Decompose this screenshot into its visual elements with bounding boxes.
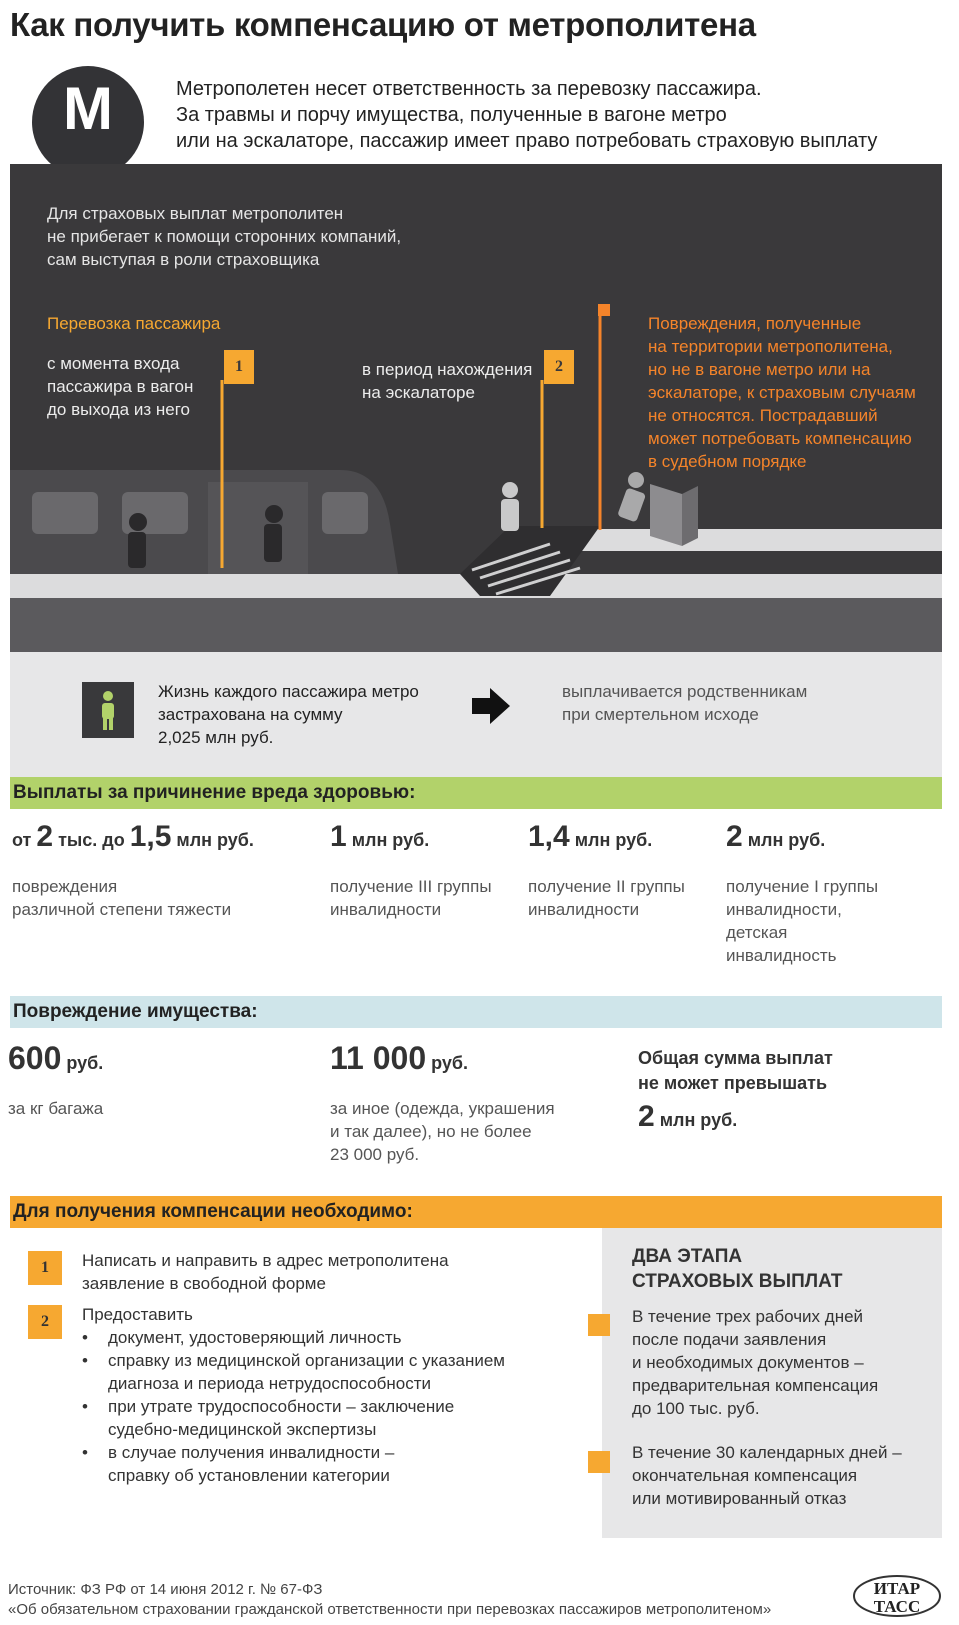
case-line: Повреждения, полученные [648, 314, 862, 333]
list-item: • при утрате трудоспособности – заключение судебно-медицинской экспертизы [82, 1395, 505, 1441]
intro-line: За травмы и порчу имущества, полученные в вагоне метро [176, 104, 727, 126]
stage-1-text [632, 1305, 878, 1420]
escalator-passenger [501, 482, 519, 531]
step-1-text [82, 1249, 449, 1295]
payout-desc: и так далее), но не более [330, 1122, 532, 1141]
stage-marker [588, 1314, 610, 1336]
intro-line: или на эскалаторе, пассажир имеет право потребовать страховую выплату [176, 130, 878, 152]
case-escalator [362, 358, 532, 404]
stage-marker [588, 1451, 610, 1473]
health-payout-item [330, 820, 492, 921]
payout-desc: инвалидность [726, 946, 837, 965]
case-line: не относятся. Пострадавший [648, 406, 878, 425]
payout-unit: млн руб. [569, 830, 653, 850]
case-train [47, 352, 193, 421]
total-number: 2 [638, 1100, 655, 1133]
payout-unit: млн руб. [346, 830, 430, 850]
payout-mid: тыс. до [53, 830, 130, 850]
stage-2-text [632, 1441, 902, 1510]
payout-desc: получение I группы [726, 877, 879, 896]
life-insurance-text [158, 680, 419, 749]
stage-line: окончательная компенсация [632, 1466, 858, 1485]
health-section-heading: Выплаты за причинение вреда здоровью: [10, 777, 942, 809]
health-payout-item [12, 820, 254, 921]
insurance-line: Жизнь каждого пассажира метро [158, 682, 419, 701]
payout-desc: инвалидности [528, 900, 640, 919]
case-not-covered [648, 312, 916, 473]
intro-line: Метрополетен несет ответственность за перевозку пассажира. [176, 78, 762, 100]
payout-number: 1,4 [528, 820, 570, 853]
step-line: Написать и направить в адрес метрополитена [82, 1251, 449, 1270]
property-payout-item [330, 1040, 555, 1166]
property-section-heading: Повреждение имущества: [10, 996, 942, 1028]
intro-text [176, 76, 877, 154]
step-line: заявление в свободной форме [82, 1274, 326, 1293]
step-2-text [82, 1303, 505, 1487]
list-item: • справку из медицинской организации с указанием диагноза и периода нетрудоспособности [82, 1349, 505, 1395]
payout-number: 1 [330, 820, 347, 853]
payout-desc: 23 000 руб. [330, 1145, 420, 1164]
self-insurer-note [47, 202, 401, 271]
payout-number: 600 [8, 1040, 62, 1076]
payout-number: 2 [36, 820, 54, 853]
payout-number: 2 [726, 820, 743, 853]
payout-line: при смертельном исходе [562, 705, 759, 724]
metro-logo [32, 66, 144, 178]
health-payout-item [726, 820, 878, 967]
life-insurance-band [10, 652, 942, 777]
svg-text:ИТАР: ИТАР [873, 1579, 921, 1598]
illustration-panel [10, 164, 942, 652]
total-cap [638, 1046, 833, 1133]
falling-passenger [617, 472, 646, 522]
stage-line: после подачи заявления [632, 1330, 827, 1349]
note-line: сам выступая в роли страховщика [47, 250, 320, 269]
payout-desc: различной степени тяжести [12, 900, 232, 919]
payout-desc: повреждения [12, 877, 118, 896]
transport-heading: Перевозка пассажира [47, 314, 221, 333]
stage-line: В течение трех рабочих дней [632, 1307, 864, 1326]
case-flag-2: 2 [544, 350, 574, 384]
source-line: «Об обязательном страховании гражданской ответственности при перевозках пассажиров метрополитеном» [8, 1601, 772, 1618]
payout-line: выплачивается родственникам [562, 682, 808, 701]
list-item: • в случае получения инвалидности – справку об установлении категории [82, 1441, 505, 1487]
note-line: Для страховых выплат метрополитен [47, 204, 344, 223]
relatives-payout-text [562, 680, 807, 726]
case-flag-1: 1 [224, 350, 254, 384]
flag-marker-3 [598, 304, 610, 316]
property-payout-item [8, 1040, 103, 1120]
payout-desc: получение III группы [330, 877, 492, 896]
case-line: на эскалаторе [362, 383, 475, 402]
payout-desc: получение II группы [528, 877, 685, 896]
payout-unit: руб. [426, 1053, 468, 1073]
case-line: но не в вагоне метро или на [648, 360, 871, 379]
step-heading: Предоставить [82, 1305, 193, 1324]
case-line: до выхода из него [47, 400, 190, 419]
total-line: не может превышать [638, 1073, 828, 1093]
upper-floor [570, 529, 942, 551]
case-line: в судебном порядке [648, 452, 807, 471]
stages-title-line: ДВА ЭТАПА [632, 1246, 743, 1267]
stage-line: В течение 30 календарных дней – [632, 1443, 902, 1462]
train-window [322, 492, 368, 534]
health-payout-item [528, 820, 685, 921]
insurance-line: 2,025 млн руб. [158, 728, 274, 747]
page-title: Как получить компенсацию от метрополитена [10, 6, 756, 43]
list-item: • документ, удостоверяющий личность [82, 1326, 505, 1349]
stage-line: предварительная компенсация [632, 1376, 879, 1395]
case-line: эскалаторе, к страховым случаям [648, 383, 916, 402]
payout-unit: млн руб. [742, 830, 826, 850]
person-icon [82, 682, 134, 738]
platform-floor [10, 598, 942, 652]
source-note [8, 1580, 771, 1620]
insurance-line: застрахована на сумму [158, 705, 343, 724]
payout-number: 11 000 [330, 1040, 427, 1076]
train-window [32, 492, 98, 534]
stage-line: или мотивированный отказ [632, 1489, 847, 1508]
case-line: в период нахождения [362, 360, 533, 379]
stages-title [632, 1244, 843, 1294]
note-line: не прибегает к помощи сторонних компаний, [47, 227, 402, 246]
case-line: на территории метрополитена, [648, 337, 893, 356]
step-number: 1 [28, 1251, 62, 1285]
step-number: 2 [28, 1305, 62, 1339]
case-line: пассажира в вагон [47, 377, 194, 396]
payout-prefix: от [12, 830, 37, 850]
payout-desc: инвалидности [330, 900, 442, 919]
case-line: может потребовать компенсацию [648, 429, 912, 448]
turnstile [650, 484, 682, 546]
payout-number: 1,5 [129, 820, 172, 853]
case-line: с момента входа [47, 354, 180, 373]
stages-title-line: СТРАХОВЫХ ВЫПЛАТ [632, 1271, 843, 1292]
total-unit: млн руб. [654, 1110, 738, 1130]
payout-desc: детская [726, 923, 788, 942]
requirements-section-heading: Для получения компенсации необходимо: [10, 1196, 942, 1228]
payout-desc: за кг багажа [8, 1099, 104, 1118]
documents-list [82, 1326, 505, 1487]
payout-desc: инвалидности, [726, 900, 842, 919]
metro-logo-letter: М [63, 75, 113, 142]
payout-unit: руб. [61, 1053, 104, 1073]
total-line: Общая сумма выплат [638, 1048, 833, 1068]
source-line: Источник: ФЗ РФ от 14 июня 2012 г. № 67-ФЗ [8, 1581, 323, 1598]
arrow-right-icon [472, 688, 512, 724]
payout-desc: за иное (одежда, украшения [330, 1099, 555, 1118]
itar-tass-logo [852, 1574, 942, 1618]
payout-unit: млн руб. [171, 830, 254, 850]
svg-text:ТАСС: ТАСС [873, 1597, 921, 1616]
stage-line: до 100 тыс. руб. [632, 1399, 760, 1418]
stage-line: и необходимых документов – [632, 1353, 864, 1372]
